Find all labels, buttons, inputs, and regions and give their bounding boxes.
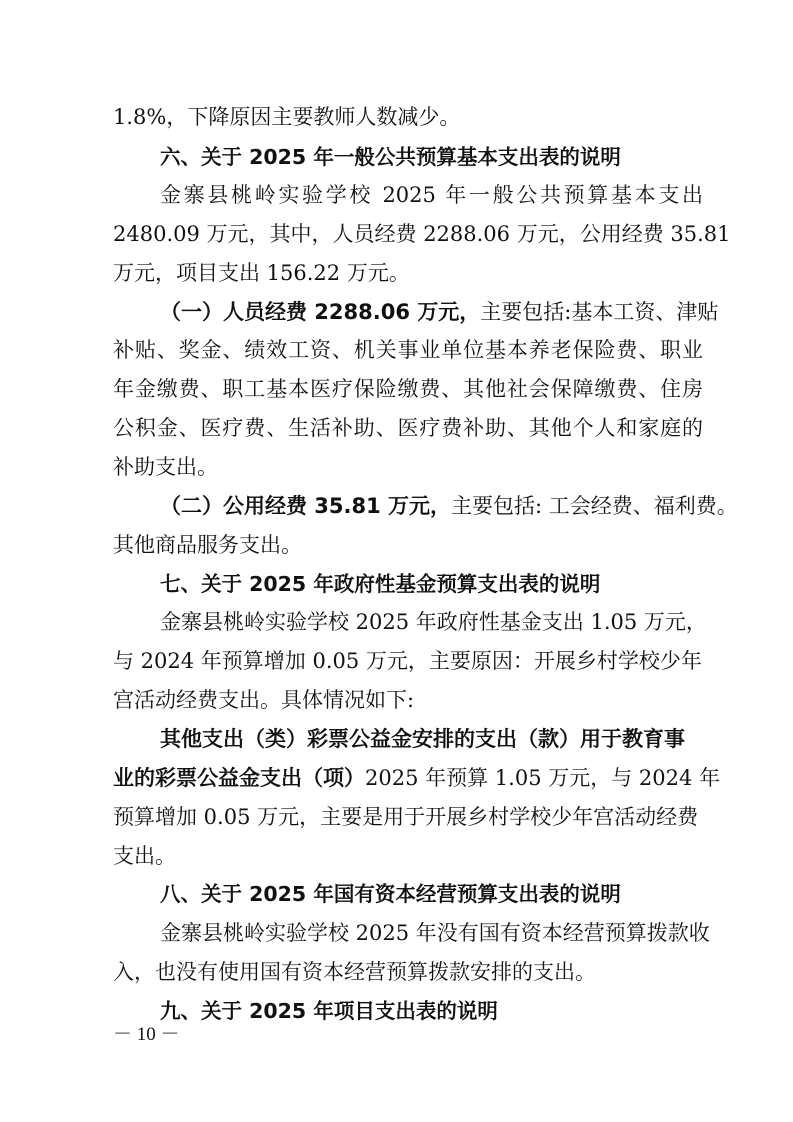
paragraph-line: 支出。 xyxy=(113,844,176,868)
subsection-lead: （一）人员经费 2288.06 万元， xyxy=(160,300,481,324)
paragraph-line: 宫活动经费支出。具体情况如下: xyxy=(113,688,415,712)
section-heading-7: 七、关于 2025 年政府性基金预算支出表的说明 xyxy=(160,572,601,596)
paragraph-line: 与 2024 年预算增加 0.05 万元，主要原因：开展乡村学校少年 xyxy=(113,649,702,673)
paragraph-text: 主要包括: 工会经费、福利费。 xyxy=(451,494,738,518)
paragraph-line: 其他支出（类）彩票公益金安排的支出（款）用于教育事 xyxy=(160,727,685,751)
section-heading-6: 六、关于 2025 年一般公共预算基本支出表的说明 xyxy=(160,145,621,169)
paragraph-line: 公积金、医疗费、生活补助、医疗费补助、其他个人和家庭的 xyxy=(113,416,703,440)
page-number: － 10 － xyxy=(113,1024,180,1045)
section-heading-9: 九、关于 2025 年项目支出表的说明 xyxy=(160,999,498,1023)
paragraph-line: 1.8%，下降原因主要教师人数减少。 xyxy=(113,105,461,129)
subsection-lead: （二）公用经费 35.81 万元， xyxy=(160,494,452,518)
paragraph-line: 预算增加 0.05 万元，主要是用于开展乡村学校少年宫活动经费 xyxy=(113,805,699,829)
paragraph-line: 金寨县桃岭实验学校 2025 年政府性基金支出 1.05 万元， xyxy=(160,610,707,634)
subsection-lead: 业的彩票公益金支出（项） xyxy=(113,766,365,790)
section-heading-8: 八、关于 2025 年国有资本经营预算支出表的说明 xyxy=(160,882,621,906)
paragraph-line: 年金缴费、职工基本医疗保险缴费、其他社会保障缴费、住房 xyxy=(113,377,703,401)
paragraph-line: 补贴、奖金、绩效工资、机关事业单位基本养老保险费、职业 xyxy=(113,338,703,362)
paragraph-line: 入，也没有使用国有资本经营预算拨款安排的支出。 xyxy=(113,960,596,984)
paragraph-line xyxy=(113,764,721,792)
paragraph-text: 主要包括:基本工资、津贴 xyxy=(480,300,719,324)
paragraph-line xyxy=(160,298,719,326)
paragraph-line: 其他商品服务支出。 xyxy=(113,533,302,557)
paragraph-text: 2025 年预算 1.05 万元，与 2024 年 xyxy=(365,766,721,790)
paragraph-line: 金寨县桃岭实验学校 2025 年一般公共预算基本支出 xyxy=(160,183,703,207)
paragraph-line xyxy=(160,492,738,520)
paragraph-line: 补助支出。 xyxy=(113,455,218,479)
paragraph-line: 万元，项目支出 156.22 万元。 xyxy=(113,261,410,285)
paragraph-line: 2480.09 万元，其中，人员经费 2288.06 万元，公用经费 35.81 xyxy=(113,222,731,246)
paragraph-line: 金寨县桃岭实验学校 2025 年没有国有资本经营预算拨款收 xyxy=(160,921,710,945)
